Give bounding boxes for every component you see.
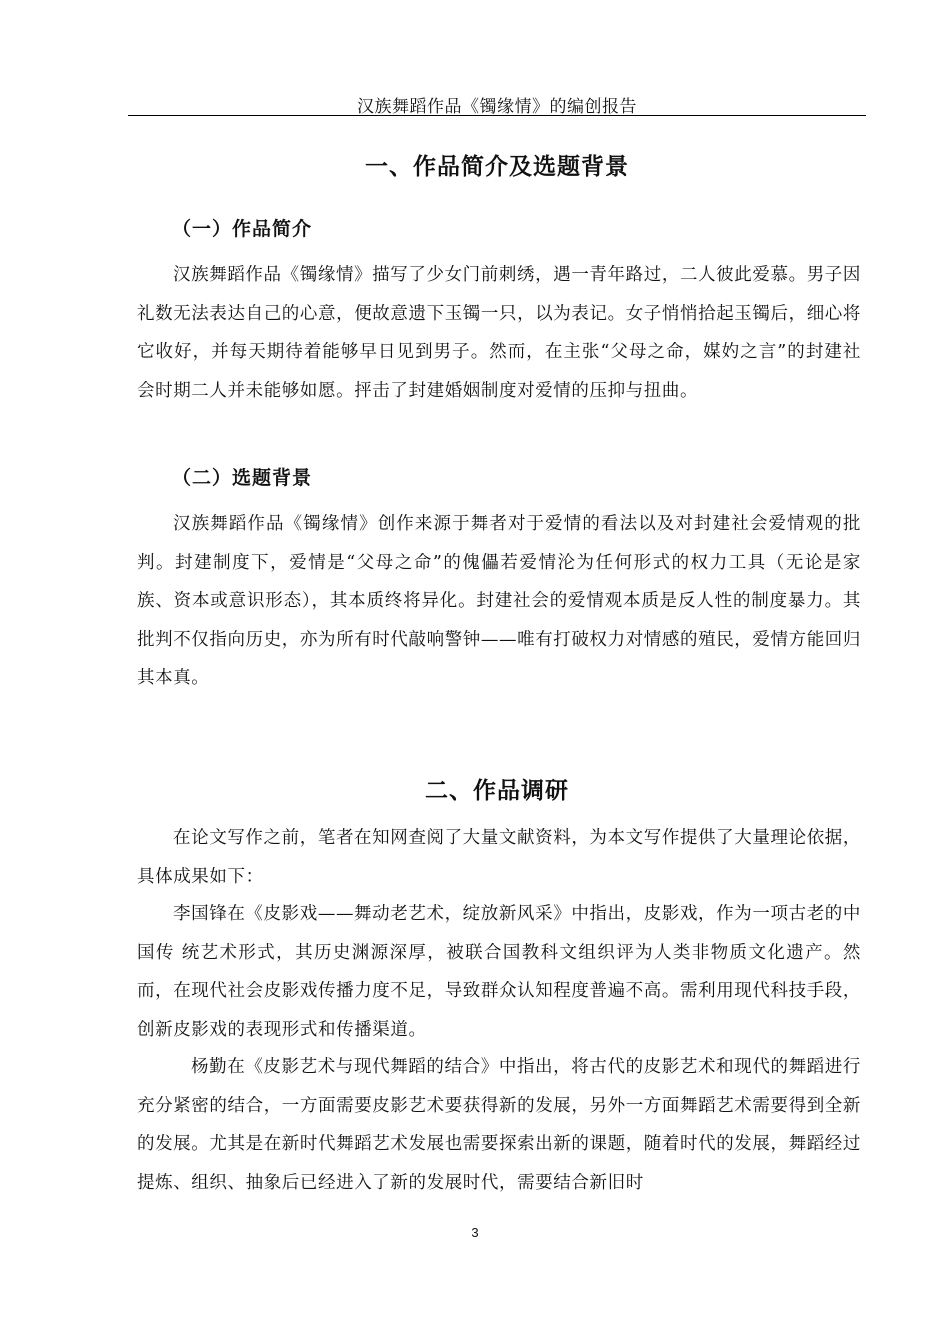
subsection-2-heading: （二）选题背景 (172, 467, 313, 489)
running-header: 汉族舞蹈作品《镯缘情》的编创报告 (357, 97, 637, 117)
research-paragraph-li: 李国锋在《皮影戏——舞动老艺术，绽放新风采》中指出，皮影戏，作为一项古老的中国传 统艺术形式，其历史渊源深厚，被联合国教科文组织评为人类非物质文化遗产。然而，在现代社会皮影戏传播力度不足，导致群众认知程度普遍不高。需利用现代科技手段，创新皮影戏的表现形式和传播渠道。 (137, 904, 861, 1040)
page-number: 3 (471, 1225, 479, 1240)
research-paragraph-intro: 在论文写作之前，笔者在知网查阅了大量文献资料，为本文写作提供了大量理论依据，具体成果如下： (137, 828, 861, 887)
subsection-2-paragraph: 汉族舞蹈作品《镯缘情》创作来源于舞者对于爱情的看法以及对封建社会爱情观的批判。封建制度下，爱情是“父母之命”的傀儡若爱情沦为任何形式的权力工具（无论是家族、资本或意识形态），其本质终将异化。封建社会的爱情观本质是反人性的制度暴力。其批判不仅指向历史，亦为所有时代敲响警钟——唯有打破权力对情感的殖民，爱情方能回归其本真。 (137, 514, 861, 688)
header-rule (128, 115, 866, 116)
subsection-1-paragraph: 汉族舞蹈作品《镯缘情》描写了少女门前刺绣，遇一青年路过，二人彼此爱慕。男子因礼数无法表达自己的心意，便故意遗下玉镯一只，以为表记。女子悄悄拾起玉镯后，细心将它收好，并每天期待着能够早日见到男子。然而，在主张“父母之命，媒妁之言”的封建社会时期二人并未能够如愿。抨击了封建婚姻制度对爱情的压抑与扭曲。 (137, 265, 861, 401)
subsection-1-heading: （一）作品简介 (172, 218, 313, 240)
section-1-heading: 一、作品简介及选题背景 (365, 154, 629, 180)
research-paragraph-yang: 杨勤在《皮影艺术与现代舞蹈的结合》中指出，将古代的皮影艺术和现代的舞蹈进行充分紧密的结合，一方面需要皮影艺术要获得新的发展，另外一方面舞蹈艺术需要得到全新的发展。尤其是在新时代舞蹈艺术发展也需要探索出新的课题，随着时代的发展，舞蹈经过提炼、组织、抽象后已经进入了新的发展时代，需要结合新旧时 (137, 1057, 861, 1193)
section-2-heading: 二、作品调研 (425, 778, 569, 804)
